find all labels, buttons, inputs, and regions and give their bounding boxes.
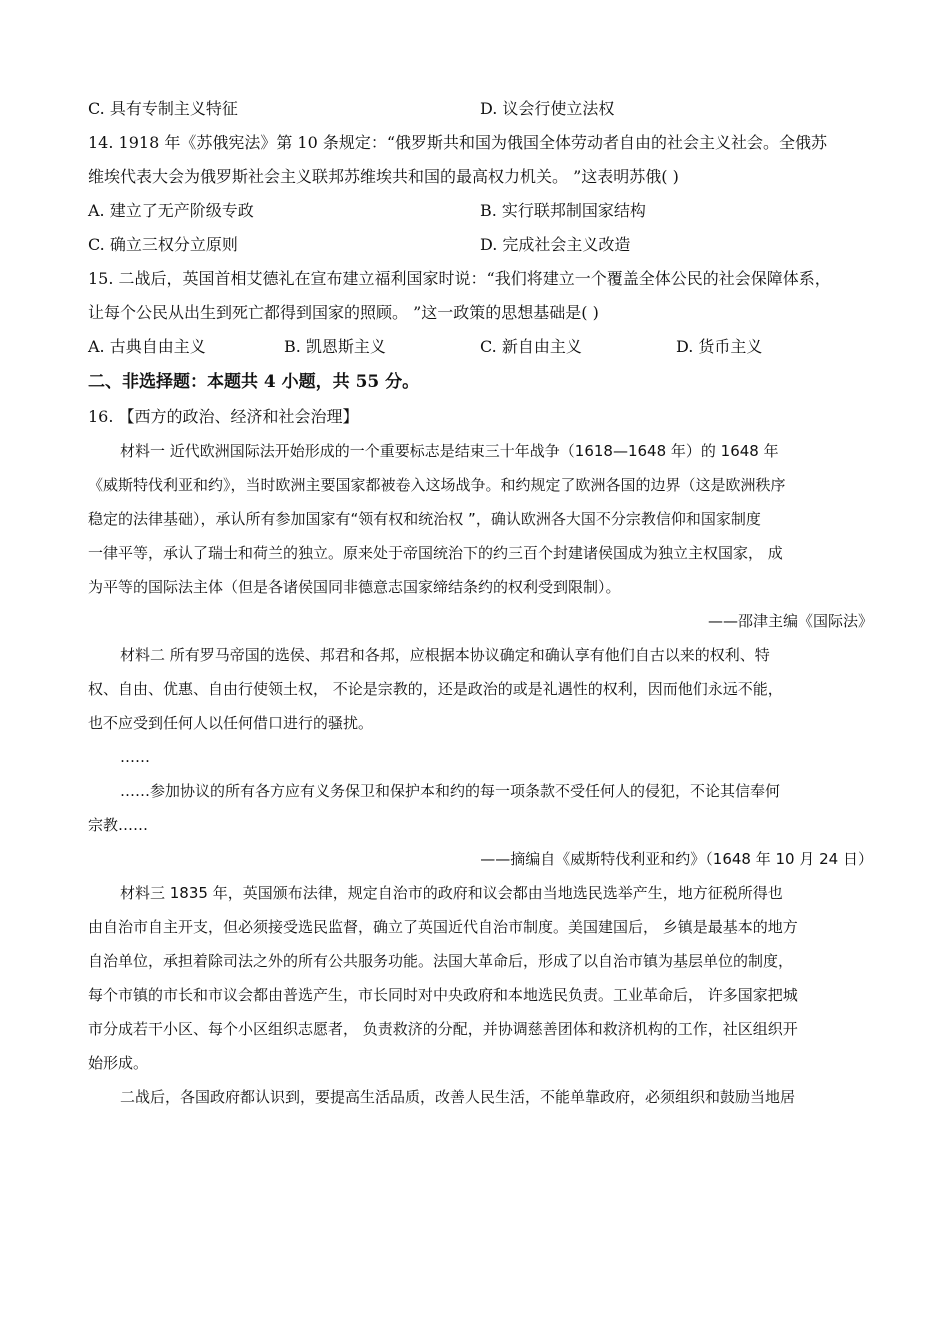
material3-line: 始形成。 — [88, 1054, 149, 1072]
material1-line: 一律平等，承认了瑞士和荷兰的独立。原来处于帝国统治下的约三百个封建诸侯国成为独立主权国家， 成 — [88, 544, 783, 562]
material1-line: 为平等的国际法主体（但是各诸侯国同非德意志国家缔结条约的权利受到限制）。 — [88, 578, 621, 596]
material1-line: 稳定的法律基础），承认所有参加国家有“领有权和统治权 ”，确认欧洲各大国不分宗教信仰和国家制度 — [88, 510, 761, 528]
q14-option-a: A. 建立了无产阶级专政 — [88, 201, 254, 220]
q13-options-row — [88, 92, 873, 126]
q15-option-b: B. 凯恩斯主义 — [284, 337, 386, 356]
q15-stem-line2: 让每个公民从出生到死亡都得到国家的照顾。 ”这一政策的思想基础是( ) — [88, 303, 599, 322]
q14-option-c: C. 确立三权分立原则 — [88, 235, 238, 254]
q14-options-row1 — [88, 194, 873, 228]
q14-option-b: B. 实行联邦制国家结构 — [480, 201, 646, 220]
material1-line: 材料一 近代欧洲国际法开始形成的一个重要标志是结束三十年战争（1618—1648 年）的 1648 年 — [120, 442, 779, 460]
material2-line: 材料二 所有罗马帝国的选侯、邦君和各邦，应根据本协议确定和确认享有他们自古以来的权利、特 — [120, 646, 770, 664]
q13-option-c: C. 具有专制主义特征 — [88, 99, 238, 118]
material2-line: 宗教…… — [88, 816, 149, 834]
q14-options-row2 — [88, 228, 873, 262]
q14-option-d: D. 完成社会主义改造 — [480, 235, 631, 254]
material3-line: 自治单位，承担着除司法之外的所有公共服务功能。法国大革命后，形成了以自治市镇为基层单位的制度， — [88, 952, 794, 970]
material3-line: 每个市镇的市长和市议会都由普选产生，市长同时对中央政府和本地选民负责。工业革命后， 许多国家把城 — [88, 986, 798, 1004]
material2-line: 也不应受到任何人以任何借口进行的骚扰。 — [88, 714, 374, 732]
q15-option-d: D. 货币主义 — [676, 337, 763, 356]
material3-line: 由自治市自主开支，但必须接受选民监督，确立了英国近代自治市制度。美国建国后， 乡镇是最基本的地方 — [88, 918, 798, 936]
q15-stem-line1: 15. 二战后，英国首相艾德礼在宣布建立福利国家时说：“我们将建立一个覆盖全体公民的社会保障体系， — [88, 269, 831, 288]
material2-line: 权、自由、优惠、自由行使领土权， 不论是宗教的，还是政治的或是礼遇性的权利，因而他们永远不能， — [88, 680, 783, 698]
q14-stem-line2: 维埃代表大会为俄罗斯社会主义联邦苏维埃共和国的最高权力机关。 ”这表明苏俄( ) — [88, 167, 679, 186]
material2-source: ——摘编自《威斯特伐利亚和约》（1648 年 10 月 24 日） — [480, 850, 873, 868]
material3-line: 市分成若干小区、每个小区组织志愿者， 负责救济的分配，并协调慈善团体和救济机构的工作，社区组织开 — [88, 1020, 798, 1038]
q13-option-d: D. 议会行使立法权 — [480, 99, 615, 118]
exam-page — [88, 92, 873, 1114]
q15-option-c: C. 新自由主义 — [480, 337, 582, 356]
material1-source: ——邵津主编《国际法》 — [707, 612, 873, 630]
section-heading: 二、非选择题：本题共 4 小题，共 55 分。 — [88, 372, 420, 392]
material3-line: 材料三 1835 年，英国颁布法律，规定自治市的政府和议会都由当地选民选举产生，地方征税所得也 — [120, 884, 783, 902]
material2-ellipsis: …… — [120, 748, 150, 766]
material1-line: 《威斯特伐利亚和约》，当时欧洲主要国家都被卷入这场战争。和约规定了欧洲各国的边界（这是欧洲秩序 — [88, 476, 786, 494]
material3-continuation: 二战后，各国政府都认识到，要提高生活品质，改善人民生活，不能单靠政府，必须组织和鼓励当地居 — [120, 1088, 796, 1106]
q14-stem-line1: 14. 1918 年《苏俄宪法》第 10 条规定：“俄罗斯共和国为俄国全体劳动者自由的社会主义社会。全俄苏 — [88, 133, 828, 152]
q15-options-row — [88, 330, 873, 364]
q15-option-a: A. 古典自由主义 — [88, 337, 206, 356]
material2-line: ……参加协议的所有各方应有义务保卫和保护本和约的每一项条款不受任何人的侵犯，不论其信奉何 — [120, 782, 781, 800]
q16-title: 16. 【西方的政治、经济和社会治理】 — [88, 407, 359, 426]
